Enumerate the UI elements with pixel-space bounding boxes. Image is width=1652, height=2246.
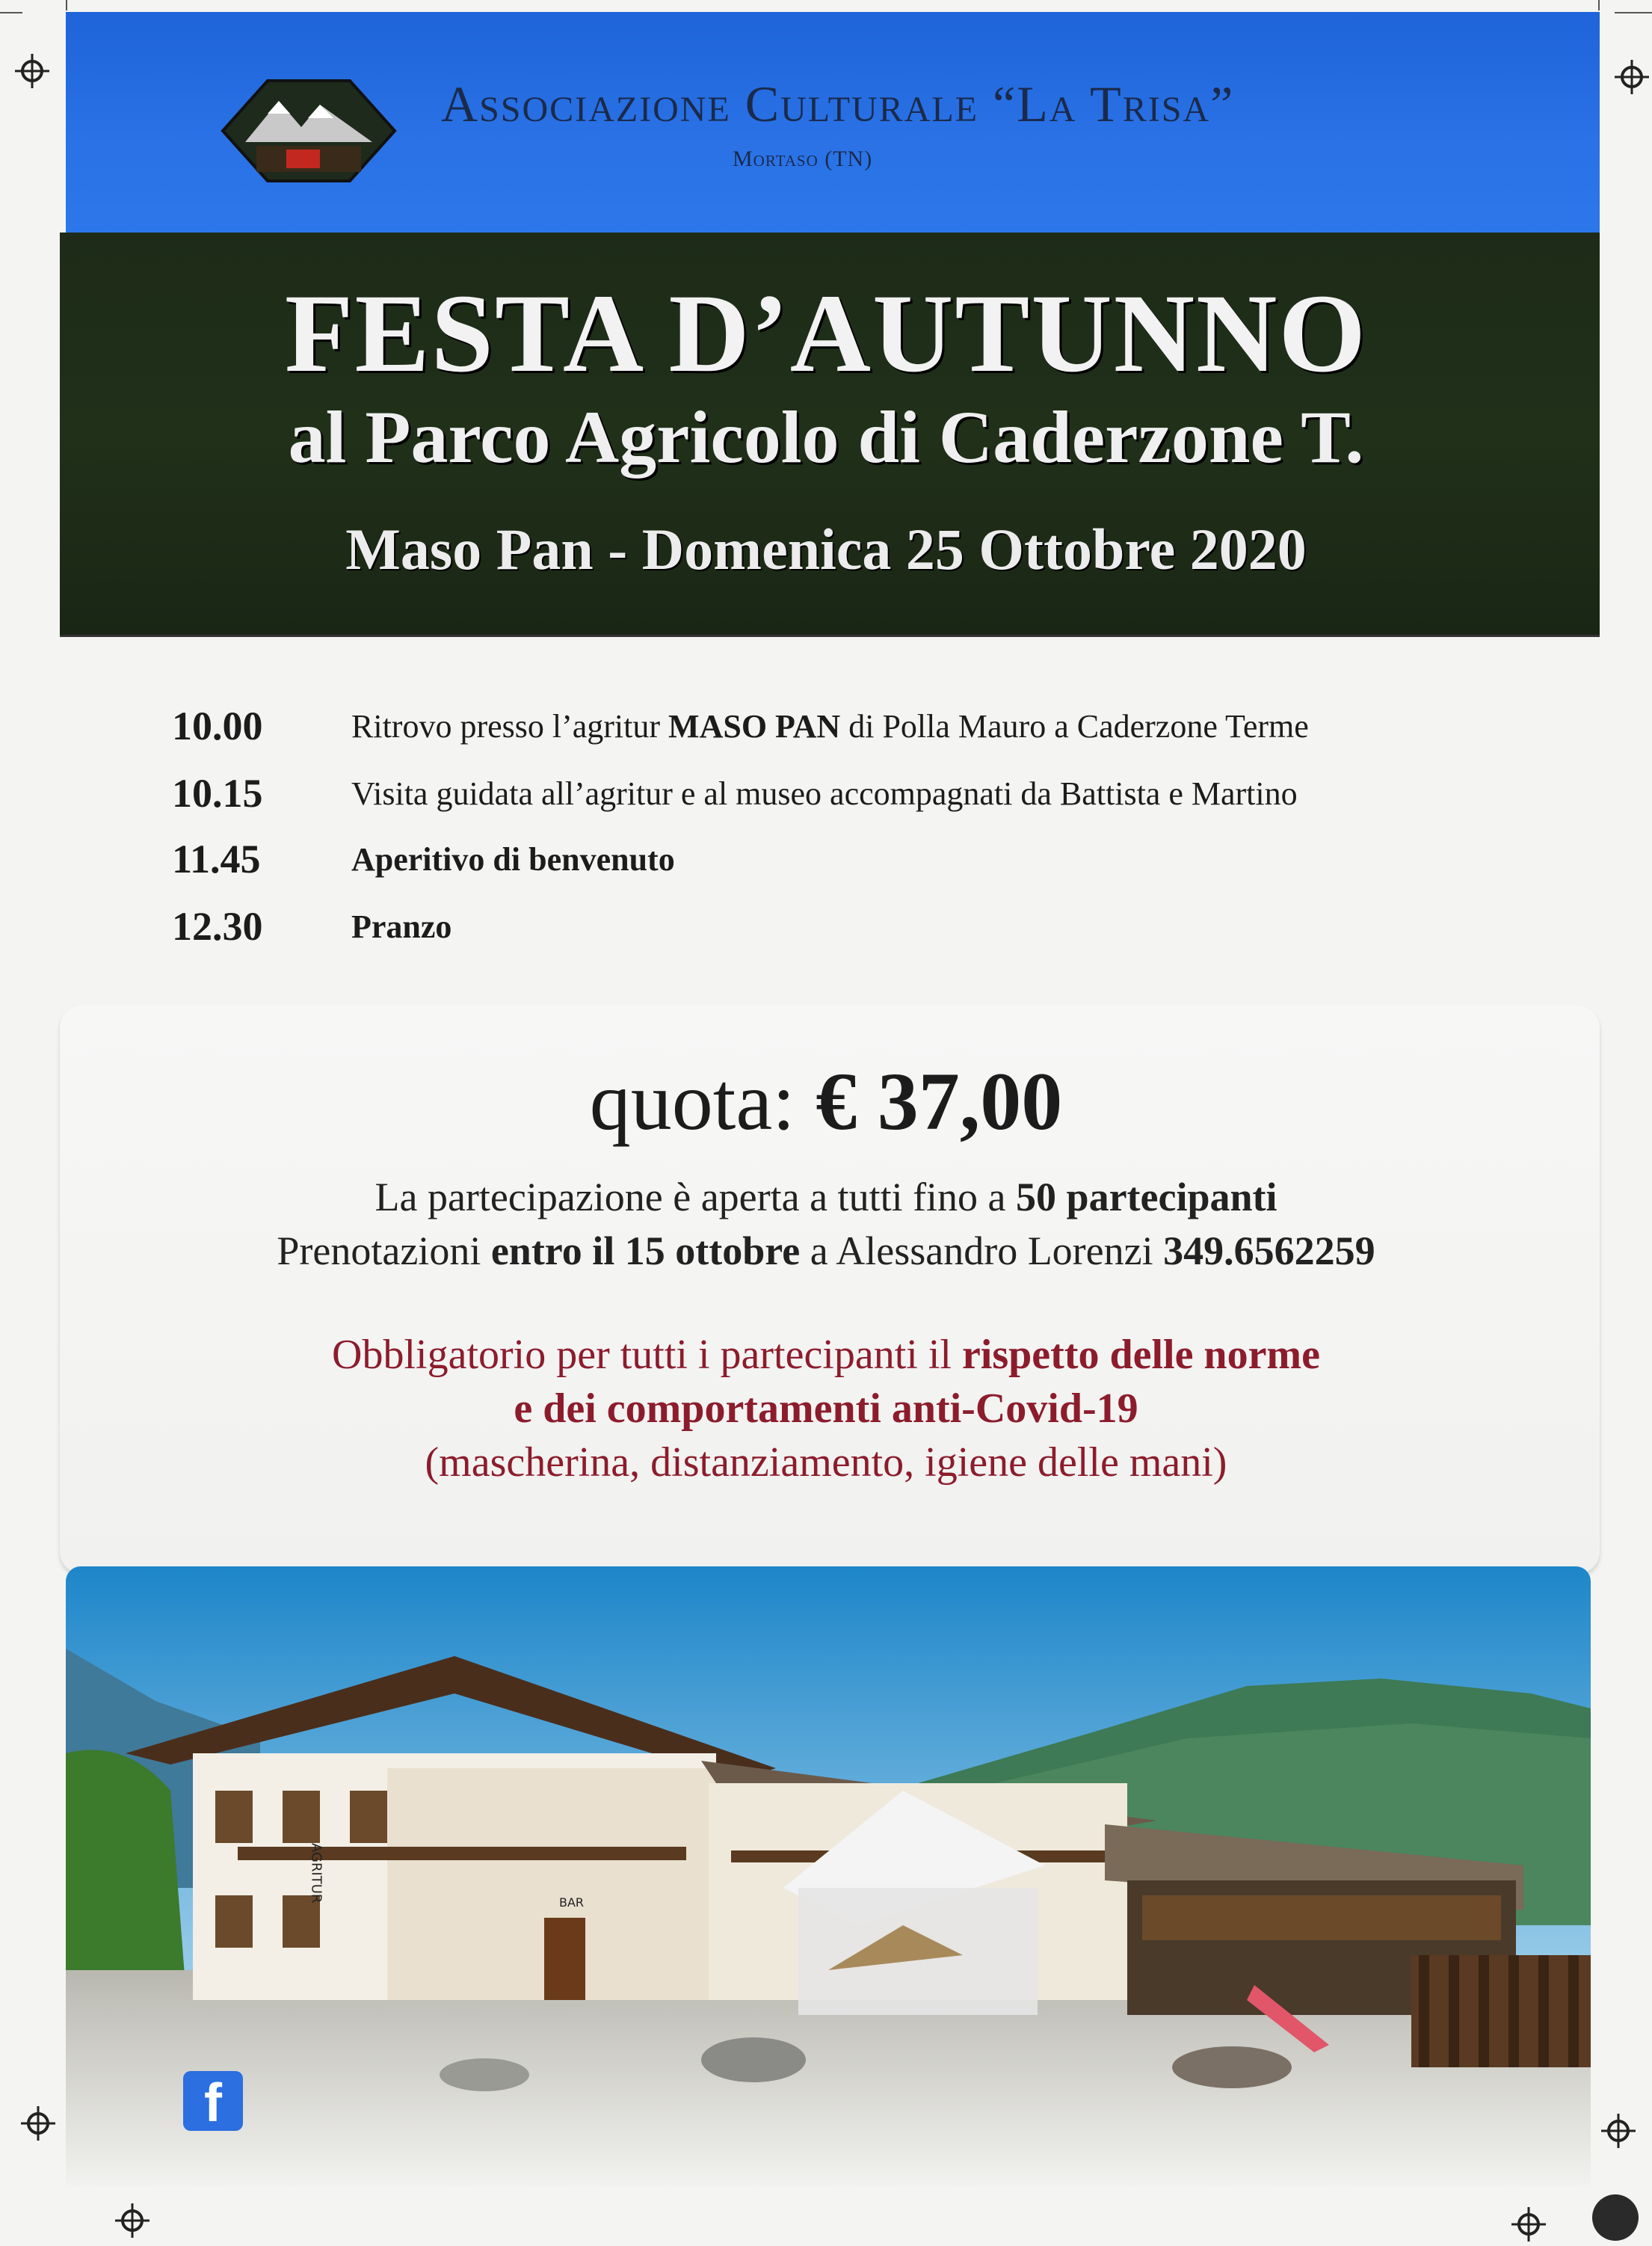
facebook-icon[interactable]: f <box>183 2071 243 2131</box>
schedule-activity: Pranzo <box>351 908 452 945</box>
schedule-activity: Visita guidata all’agritur e al museo accompagnati da Battista e Martino <box>351 775 1298 812</box>
bar-sign: BAR <box>559 1895 585 1910</box>
participation-info: La partecipazione è aperta a tutti fino a 50 partecipanti <box>375 1175 1277 1219</box>
event-subtitle: al Parco Agricolo di Caderzone T. <box>288 396 1364 479</box>
schedule-time: 11.45 <box>172 837 261 882</box>
registration-mark-icon <box>1510 2206 1547 2243</box>
registration-mark-icon <box>13 52 51 90</box>
event-title: FESTA D’AUTUNNO <box>284 271 1368 396</box>
schedule-time: 12.30 <box>172 904 263 949</box>
registration-mark-icon <box>1613 58 1651 96</box>
schedule-time: 10.00 <box>172 704 263 748</box>
registration-mark-icon <box>114 2202 151 2239</box>
corner-dot <box>1592 2194 1639 2241</box>
association-logo-icon <box>215 75 402 187</box>
price: quota: € 37,00 <box>589 1056 1063 1147</box>
event-date: Maso Pan - Domenica 25 Ottobre 2020 <box>345 517 1307 582</box>
booking-info: Prenotazioni entro il 15 ottobre a Alessandro Lorenzi 349.6562259 <box>277 1228 1375 1273</box>
crop-line <box>1615 12 1652 13</box>
agritur-photo <box>66 1566 1591 2187</box>
crop-line <box>1598 0 1600 10</box>
association-place: Mortaso (TN) <box>733 147 873 171</box>
agritur-sign: AGRITUR <box>308 1843 324 1904</box>
crop-line <box>0 12 22 13</box>
registration-mark-icon <box>1600 2112 1637 2150</box>
schedule-activity: Ritrovo presso l’agritur MASO PAN di Polla Mauro a Caderzone Terme <box>351 708 1309 745</box>
crop-line <box>66 0 67 10</box>
covid-notice-line2: e dei comportamenti anti-Covid-19 <box>514 1385 1138 1432</box>
covid-notice-line1: Obbligatorio per tutti i partecipanti il rispetto delle norme <box>332 1332 1320 1378</box>
covid-notice-line3: (mascherina, distanziamento, igiene delle mani) <box>425 1439 1227 1486</box>
registration-mark-icon <box>19 2105 57 2142</box>
schedule-activity: Aperitivo di benvenuto <box>351 841 675 878</box>
schedule-time: 10.15 <box>172 771 263 816</box>
association-name: Associazione Culturale “La Trisa” <box>441 76 1235 132</box>
